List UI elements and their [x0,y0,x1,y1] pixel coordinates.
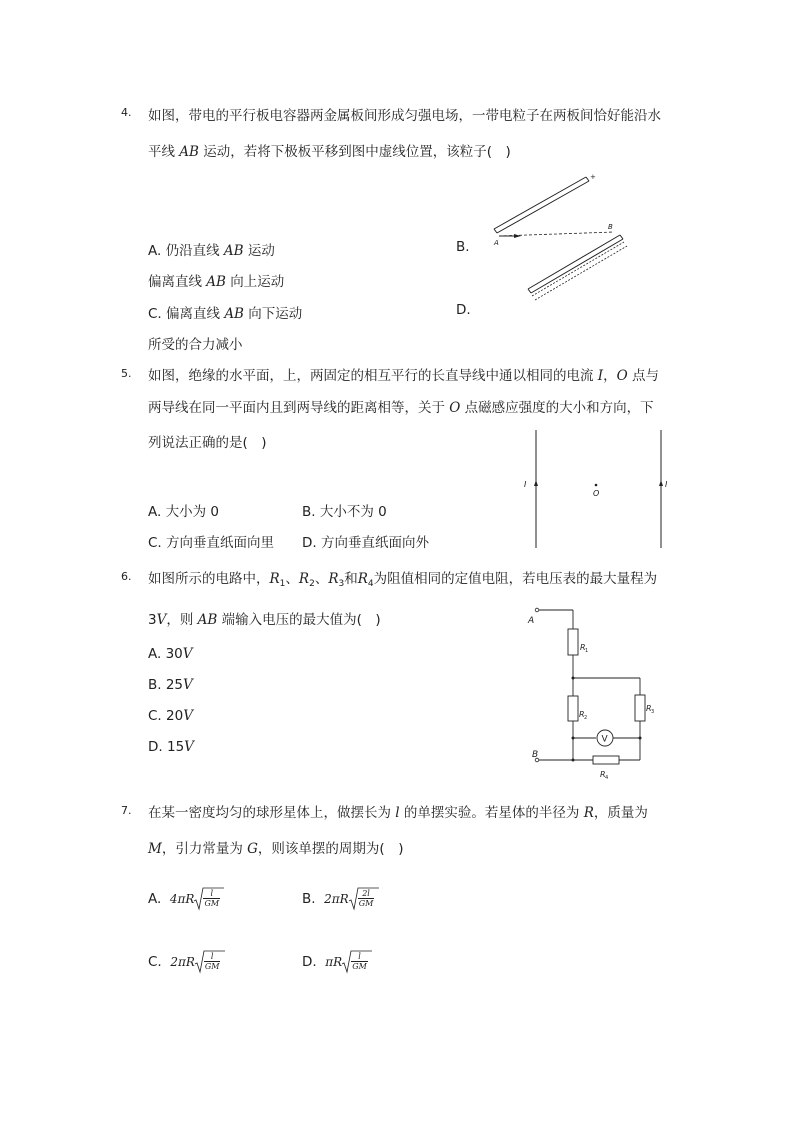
question-text-line: 3V，则 AB 端输入电压的最大值为( ) [148,612,381,628]
point-o-label: O [593,489,600,498]
option-d-text: 所受的合力减小 [148,337,243,353]
plus-label: + [590,173,596,181]
option-d[interactable]: D. πR $\frac{l}{GM}$ [302,950,368,974]
sqrt-symbol: $\frac{2l}{GM}$ [349,887,375,911]
terminal-b-label: B [532,750,539,760]
sqrt-symbol: $\frac{l}{GM}$ [194,887,220,911]
question-text-line: M，引力常量为 G，则该单摆的周期为( ) [148,841,404,857]
resistor-r3 [635,695,645,721]
option-c[interactable]: C. 方向垂直纸面向里 [148,535,275,551]
option-a[interactable]: A. 4πR $\frac{l}{GM}$ [148,887,220,911]
question-text-line: 如图，带电的平行板电容器两金属板间形成匀强电场，一带电粒子在两板间恰好能沿水 [148,108,661,124]
option-a[interactable]: A. 30V [148,646,193,662]
question-text-line: 列说法正确的是( ) [148,435,267,451]
question-text-line: 平线 AB 运动，若将下极板平移到图中虚线位置，该粒子( ) [148,144,511,160]
option-b[interactable]: B. 25V [148,677,193,693]
point-b-label: B [608,223,613,231]
question-text-line: 如图所示的电路中，$R_1$、$R_2$、$R_3$和$R_4$为阻值相同的定值电阻，若电压表的最大量程为 [148,571,658,589]
question-number: 6. [121,570,132,583]
option-d-coef: πR [325,955,343,969]
dashed-plate [532,242,624,296]
voltmeter-label: V [601,734,608,745]
question-text-line: 在某一密度均匀的球形星体上，做摆长为 l 的单摆实验。若星体的半径为 R，质量为 [148,805,648,821]
svg-text:4: 4 [605,775,609,781]
svg-text:2: 2 [584,715,588,721]
option-a[interactable]: A. 大小为 0 [148,504,219,520]
resistor-r2 [568,696,578,721]
point-a-label: A [494,239,499,247]
question-text-line: 两导线在同一平面内且到两导线的距离相等，关于 O 点磁感应强度的大小和方向，下 [148,400,654,416]
svg-text:3: 3 [651,709,655,715]
option-d[interactable]: D. 方向垂直纸面向外 [302,535,429,551]
option-c[interactable]: C. 2πR $\frac{l}{GM}$ [148,950,220,974]
option-a[interactable]: A. 仍沿直线 AB 运动 [148,243,275,259]
option-d[interactable]: D. [456,302,471,318]
current-label-right: I [665,480,668,489]
question-number: 4. [121,106,132,119]
terminal-a-label: A [528,616,535,626]
resistor-r1 [568,629,578,655]
terminal-a [535,608,539,612]
option-d[interactable]: D. 15V [148,739,194,755]
svg-text:R: R [579,710,585,719]
option-c[interactable]: C. 20V [148,708,193,724]
option-b[interactable]: B. [456,239,470,255]
sqrt-symbol: $\frac{l}{GM}$ [342,950,368,974]
parallel-wires-figure [520,430,680,550]
question-text-line: 如图，绝缘的水平面，上，两固定的相互平行的长直导线中通以相同的电流 I，O 点与 [148,368,660,384]
svg-text:R: R [600,770,606,779]
current-label-left: I [524,480,527,489]
option-b-text: 偏离直线 AB 向上运动 [148,274,285,290]
point-o [595,484,598,487]
circuit-figure [526,603,666,783]
upper-plate [494,177,586,229]
resistor-r4 [593,756,619,764]
current-arrow-right [659,480,663,486]
question-number: 7. [121,804,132,817]
option-b-coef: 2πR [324,892,349,906]
option-c-coef: 2πR [170,955,195,969]
arrow-head [514,234,521,238]
lower-plate [528,235,620,289]
question-number: 5. [121,367,132,380]
option-c[interactable]: C. 偏离直线 AB 向下运动 [148,306,303,322]
sqrt-symbol: $\frac{l}{GM}$ [195,950,221,974]
svg-text:R: R [646,704,652,713]
option-b[interactable]: B. 2πR $\frac{2l}{GM}$ [302,887,374,911]
svg-text:1: 1 [585,648,589,654]
current-arrow-left [534,480,538,486]
option-a-coef: 4πR [169,892,195,906]
svg-text:R: R [580,643,586,652]
capacitor-figure [490,172,640,302]
option-b[interactable]: B. 大小不为 0 [302,504,387,520]
